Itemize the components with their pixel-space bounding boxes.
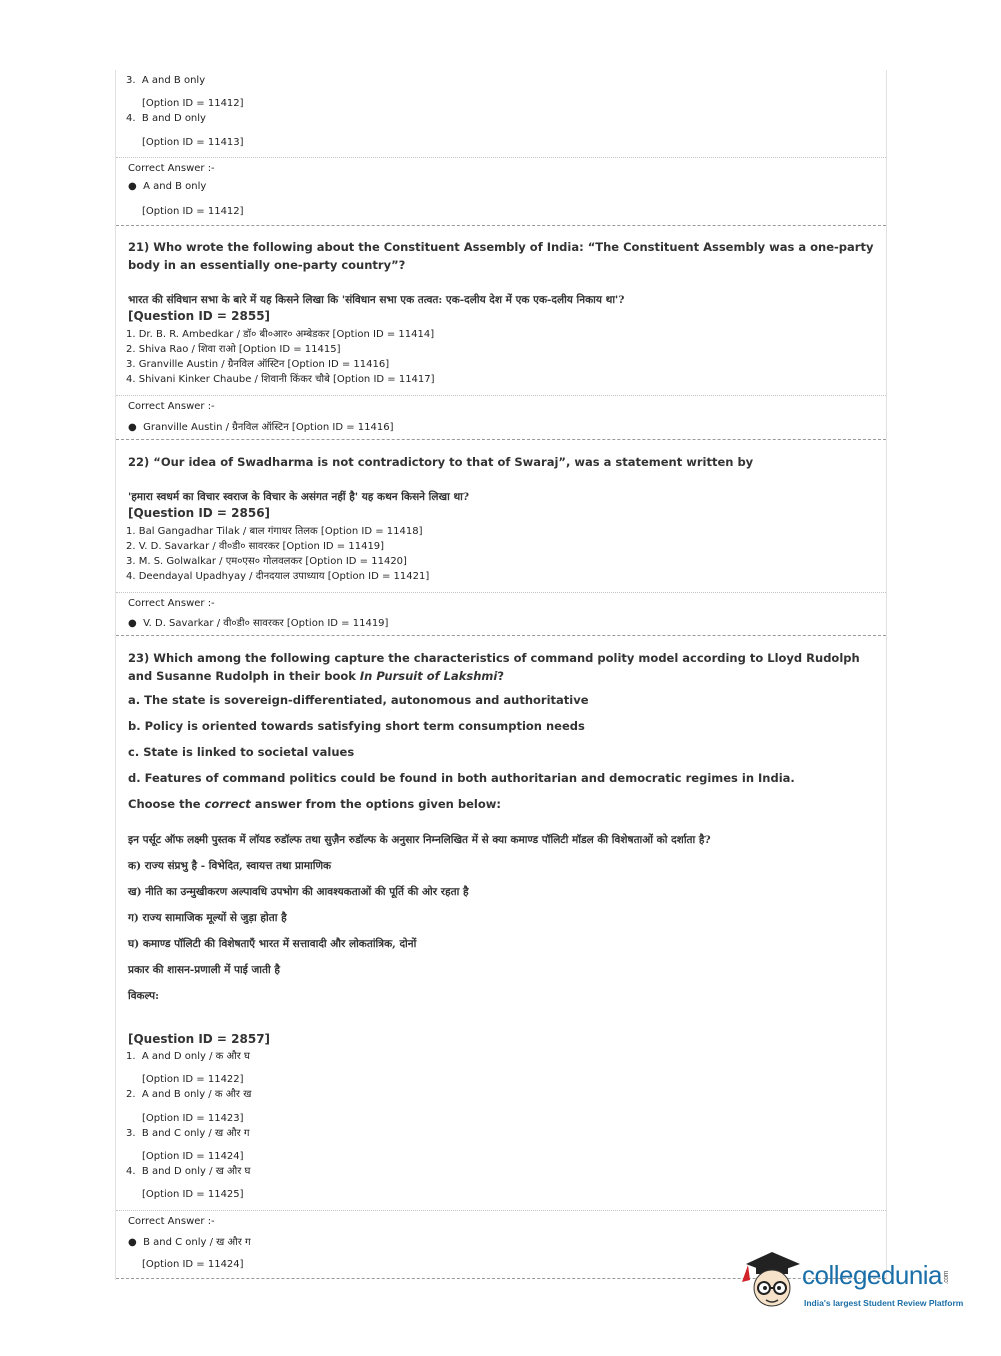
question-separator [116, 225, 886, 226]
question-separator [116, 439, 886, 440]
logo-wordmark: collegedunia.com [802, 1260, 951, 1290]
divider [116, 592, 886, 593]
question-hindi: भारत की संविधान सभा के बारे में यह किसने लिखा कि 'संविधान सभा एक तत्वत: एक-दलीय देश में एक एक-दलीय निकाय था'? [128, 294, 625, 306]
option-item: 3. Granville Austin / ग्रैनविल ऑस्टिन [Option ID = 11416] [126, 359, 390, 370]
option-id: [Option ID = 11423] [142, 1113, 244, 1124]
option-item: 3. M. S. Golwalkar / एम०एस० गोलवलकर [Option ID = 11420] [126, 556, 407, 567]
hindi-line: घ) कमाण्ड पॉलिटी की विशेषताएँ भारत में सत्तावादी और लोकतांत्रिक, दोनों [128, 938, 417, 950]
correct-answer: ● B and C only / ख और ग [128, 1237, 251, 1248]
statement-b: b. Policy is oriented towards satisfying short term consumption needs [128, 719, 585, 733]
hindi-line: प्रकार की शासन-प्रणाली में पाई जाती है [128, 964, 280, 976]
divider [116, 395, 886, 396]
statement-a: a. The state is sovereign-differentiated, autonomous and authoritative [128, 693, 589, 707]
correct-answer-label: Correct Answer :- [128, 1216, 215, 1227]
question-hindi: 'हमारा स्वधर्म का विचार स्वराज के विचार के असंगत नहीं है' यह कथन किसने लिखा था? [128, 491, 470, 503]
correct-answer: ● A and B only [128, 181, 207, 192]
question-id: [Question ID = 2857] [128, 1032, 271, 1046]
book-title: In Pursuit of Lakshmi [359, 669, 498, 683]
hindi-line: ख) नीति का उन्मुखीकरण अल्पावधि उपभोग की आवश्यकताओं की पूर्ति की ओर रहता है [128, 886, 469, 898]
option-item: 2. Shiva Rao / शिवा राओ [Option ID = 11415] [126, 344, 341, 355]
hindi-line: विकल्प: [128, 990, 159, 1002]
divider [116, 157, 886, 158]
option-id: [Option ID = 11424] [142, 1259, 244, 1270]
question-id: [Question ID = 2856] [128, 506, 271, 520]
question-text: 23) Which among the following capture the characteristics of command polity model according to Lloyd Rudolph and Susanne Rudolph in their book In Pursuit of Lakshmi? [128, 651, 860, 683]
question-text: 21) Who wrote the following about the Constituent Assembly of India: “The Constituent Assembly was a one-party body in an essentially one-party country”? [128, 240, 874, 272]
option-id: [Option ID = 11413] [142, 137, 244, 148]
option-id: [Option ID = 11425] [142, 1189, 244, 1200]
logo-tagline: India's largest Student Review Platform [804, 1298, 964, 1308]
option-item: 1. A and D only / क और घ [126, 1051, 250, 1062]
divider [116, 1210, 886, 1211]
correct-answer: ● Granville Austin / ग्रैनविल ऑस्टिन [Option ID = 11416] [128, 422, 394, 433]
option-item: 4. Deendayal Upadhyay / दीनदयाल उपाध्याय [Option ID = 11421] [126, 571, 430, 582]
collegedunia-logo[interactable] [742, 1250, 972, 1314]
hindi-line: क) राज्य संप्रभु है - विभेदित, स्वायत्त तथा प्रामाणिक [128, 860, 332, 872]
instruction: Choose the correct answer from the options given below: [128, 797, 501, 811]
statement-c: c. State is linked to societal values [128, 745, 355, 759]
correct-answer: ● V. D. Savarkar / वी०डी० सावरकर [Option ID = 11419] [128, 618, 389, 629]
option-item: 4. Shivani Kinker Chaube / शिवानी किंकर चौबे [Option ID = 11417] [126, 374, 435, 385]
option-item: 1. Bal Gangadhar Tilak / बाल गंगाधर तिलक [Option ID = 11418] [126, 526, 423, 537]
mascot-icon [742, 1250, 804, 1314]
question-id: [Question ID = 2855] [128, 309, 271, 323]
hindi-line: इन पर्सूट ऑफ लक्ष्मी पुस्तक में लॉयड रुडॉल्फ तथा सुज़ैन रुडॉल्फ के अनुसार निम्नलिखित में से क्या कमाण्ड पॉलिटी मॉडल की विशेषताओं को दर्शाता है? [128, 834, 711, 846]
option-item: 3. B and C only / ख और ग [126, 1128, 250, 1139]
option-id: [Option ID = 11424] [142, 1151, 244, 1162]
option-item: 4. B and D only / ख और घ [126, 1166, 251, 1177]
document-page [115, 70, 887, 1280]
hindi-line: ग) राज्य सामाजिक मूल्यों से जुड़ा होता है [128, 912, 287, 924]
option-id: [Option ID = 11422] [142, 1074, 244, 1085]
question-separator [116, 635, 886, 636]
question-text: 22) “Our idea of Swadharma is not contradictory to that of Swaraj”, was a statement written by [128, 455, 754, 469]
correct-answer-label: Correct Answer :- [128, 401, 215, 412]
option-item: 2. V. D. Savarkar / वी०डी० सावरकर [Option ID = 11419] [126, 541, 385, 552]
correct-answer-label: Correct Answer :- [128, 598, 215, 609]
option-item: 1. Dr. B. R. Ambedkar / डॉ० बी०आर० अम्बेडकर [Option ID = 11414] [126, 329, 435, 340]
correct-answer-label: Correct Answer :- [128, 163, 215, 174]
statement-d: d. Features of command politics could be found in both authoritarian and democratic regimes in India. [128, 771, 795, 785]
option-item: 3. A and B only [126, 75, 206, 86]
option-item: 2. A and B only / क और ख [126, 1089, 252, 1100]
option-id: [Option ID = 11412] [142, 98, 244, 109]
option-item: 4. B and D only [126, 113, 206, 124]
option-id: [Option ID = 11412] [142, 206, 244, 217]
